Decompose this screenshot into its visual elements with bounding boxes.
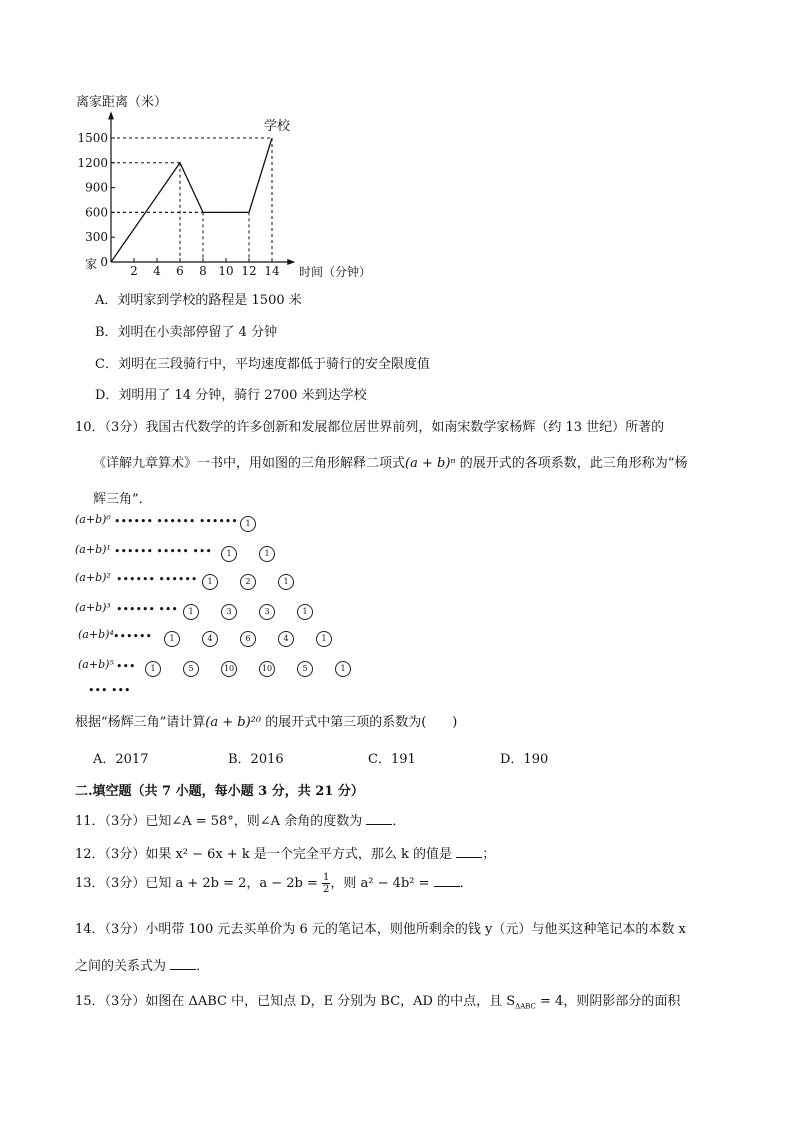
y-tick-label-900: 900	[85, 180, 108, 195]
q10-line2-text: 《详解九章算术》一书中，用如图的三角形解释二项式	[93, 456, 406, 471]
x-tick-label-8: 8	[199, 264, 207, 278]
binomial-expression: (a + b)ⁿ	[405, 456, 456, 471]
y-tick-label-600: 600	[85, 205, 108, 220]
binomial-20-expression: (a + b)²⁰	[205, 715, 262, 730]
q13-answer-blank[interactable]	[434, 874, 460, 887]
origin-label: 家	[85, 257, 98, 271]
q14-line2	[75, 955, 209, 974]
question-13	[75, 872, 473, 895]
triangle-row-dots: •••••• •••	[116, 603, 178, 616]
triangle-row-label: (a+b)³	[75, 601, 111, 614]
q13-text-mid: ，则 a² − 4b² =	[330, 876, 434, 891]
triangle-row-dots: •••••• ••••••	[116, 573, 198, 586]
distance-series-line	[111, 138, 272, 262]
q10-line3: 辉三角”．	[93, 492, 152, 507]
x-tick-label-12: 12	[241, 264, 257, 278]
q15-text: 15．（3分）如图在 ΔABC 中，已知点 D，E 分别为 BC，AD 的中点，且 S	[75, 994, 516, 1009]
q9-option-d: D．刘明用了 14 分钟，骑行 2700 米到达学校	[95, 388, 367, 403]
q15-subscript: ΔABC	[515, 1002, 536, 1011]
x-axis-arrow	[287, 259, 295, 265]
q9-option-a: A．刘明家到学校的路程是 1500 米	[95, 293, 302, 308]
triangle-row-dots: •••••• ••••• •••	[114, 545, 212, 558]
y-tick-label-1500: 1500	[77, 131, 108, 145]
y-axis-label: 离家距离（米）	[76, 95, 168, 110]
x-axis-label: 时间（分钟）	[299, 265, 372, 279]
y-tick-label-300: 300	[85, 230, 108, 245]
question-15	[75, 990, 680, 1011]
x-tick-label-6: 6	[176, 264, 184, 278]
triangle-row-dots: ••••••	[113, 630, 152, 643]
triangle-row-label: (a+b)⁰	[75, 513, 111, 526]
triangle-coefficient: 2	[240, 574, 256, 590]
q14-text: 之间的关系式为	[75, 959, 171, 974]
q10-question-text: 根据“杨辉三角”请计算	[75, 715, 206, 730]
distance-time-chart	[0, 0, 420, 290]
q10-option-a: A．2017	[93, 752, 149, 767]
triangle-coefficient: 4	[278, 631, 294, 647]
x-tick-label-10: 10	[218, 264, 234, 278]
triangle-row-label: (a+b)⁴	[78, 628, 114, 641]
triangle-coefficient: 5	[297, 661, 313, 677]
triangle-coefficient: 5	[183, 661, 199, 677]
q14-tail: ．	[196, 959, 210, 974]
triangle-row-dots: •••••• •••••• ••••••	[114, 515, 238, 528]
fraction-denominator: 2	[323, 884, 330, 895]
triangle-coefficient: 1	[240, 516, 256, 532]
y-tick-label-1200: 1200	[77, 155, 108, 170]
x-tick-label-2: 2	[130, 264, 138, 278]
triangle-row-label: (a+b)¹	[75, 543, 111, 556]
triangle-coefficient: 1	[202, 574, 218, 590]
q11-text: 11．（3分）已知∠A = 58°，则∠A 余角的度数为	[75, 814, 367, 829]
q11-answer-blank[interactable]	[366, 812, 392, 825]
q10-option-b: B．2016	[228, 752, 284, 767]
y-tick-label-0: 0	[100, 255, 108, 269]
triangle-coefficient: 1	[145, 661, 161, 677]
triangle-coefficient: 4	[202, 631, 218, 647]
q10-line2-text-tail: 的展开式的各项系数，此三角形称为“杨	[455, 456, 688, 471]
q11-tail: ．	[392, 814, 406, 829]
y-axis-arrow	[108, 111, 114, 119]
q12-tail: ；	[482, 847, 496, 862]
q14-line1: 14．（3分）小明带 100 元去买单价为 6 元的笔记本，则他所剩余的钱 y（元）与他买这种笔记本的本数 x	[75, 922, 686, 937]
triangle-ellipsis: ••• •••	[88, 684, 131, 697]
q12-answer-blank[interactable]	[456, 845, 482, 858]
triangle-coefficient: 6	[240, 631, 256, 647]
triangle-coefficient: 1	[278, 574, 294, 590]
triangle-coefficient: 1	[259, 546, 275, 562]
question-11	[75, 810, 405, 829]
q10-option-c: C．191	[368, 752, 416, 767]
q9-option-c: C．刘明在三段骑行中，平均速度都低于骑行的安全限度值	[95, 357, 430, 372]
x-tick-label-4: 4	[153, 264, 161, 278]
question-12	[75, 843, 495, 862]
triangle-coefficient: 10	[259, 661, 275, 677]
q10-line1: 10．（3分）我国古代数学的许多创新和发展都位居世界前列，如南宋数学家杨辉（约 13 世纪）所著的	[75, 420, 665, 435]
q13-text: 13．（3分）已知 a + 2b = 2，a − 2b =	[75, 876, 323, 891]
triangle-coefficient: 3	[221, 604, 237, 620]
triangle-coefficient: 1	[335, 661, 351, 677]
q10-question	[75, 711, 457, 730]
triangle-coefficient: 1	[221, 546, 237, 562]
triangle-row-label: (a+b)⁵	[78, 658, 114, 671]
triangle-coefficient: 1	[297, 604, 313, 620]
triangle-coefficient: 1	[183, 604, 199, 620]
q12-text: 12．（3分）如果 x² − 6x + k 是一个完全平方式，那么 k 的值是	[75, 847, 457, 862]
endpoint-label: 学校	[264, 119, 291, 134]
x-tick-label-14: 14	[264, 264, 280, 278]
triangle-coefficient: 1	[316, 631, 332, 647]
q13-tail: ．	[459, 876, 473, 891]
q10-option-d: D．190	[500, 752, 549, 767]
triangle-row-label: (a+b)²	[75, 571, 111, 584]
q9-option-b: B．刘明在小卖部停留了 4 分钟	[95, 325, 278, 340]
triangle-coefficient: 3	[259, 604, 275, 620]
triangle-coefficient: 1	[164, 631, 180, 647]
section-heading-fill-in: 二.填空题（共 7 小题，每小题 3 分，共 21 分）	[75, 784, 364, 799]
fraction-numerator: 1	[323, 872, 330, 883]
q15-text-tail: = 4，则阴影部分的面积	[535, 994, 681, 1009]
triangle-row-dots: •••	[116, 660, 136, 673]
triangle-coefficient: 10	[221, 661, 237, 677]
q10-question-tail: 的展开式中第三项的系数为( )	[261, 715, 458, 730]
q14-answer-blank[interactable]	[170, 957, 196, 970]
q10-line2	[93, 452, 687, 471]
